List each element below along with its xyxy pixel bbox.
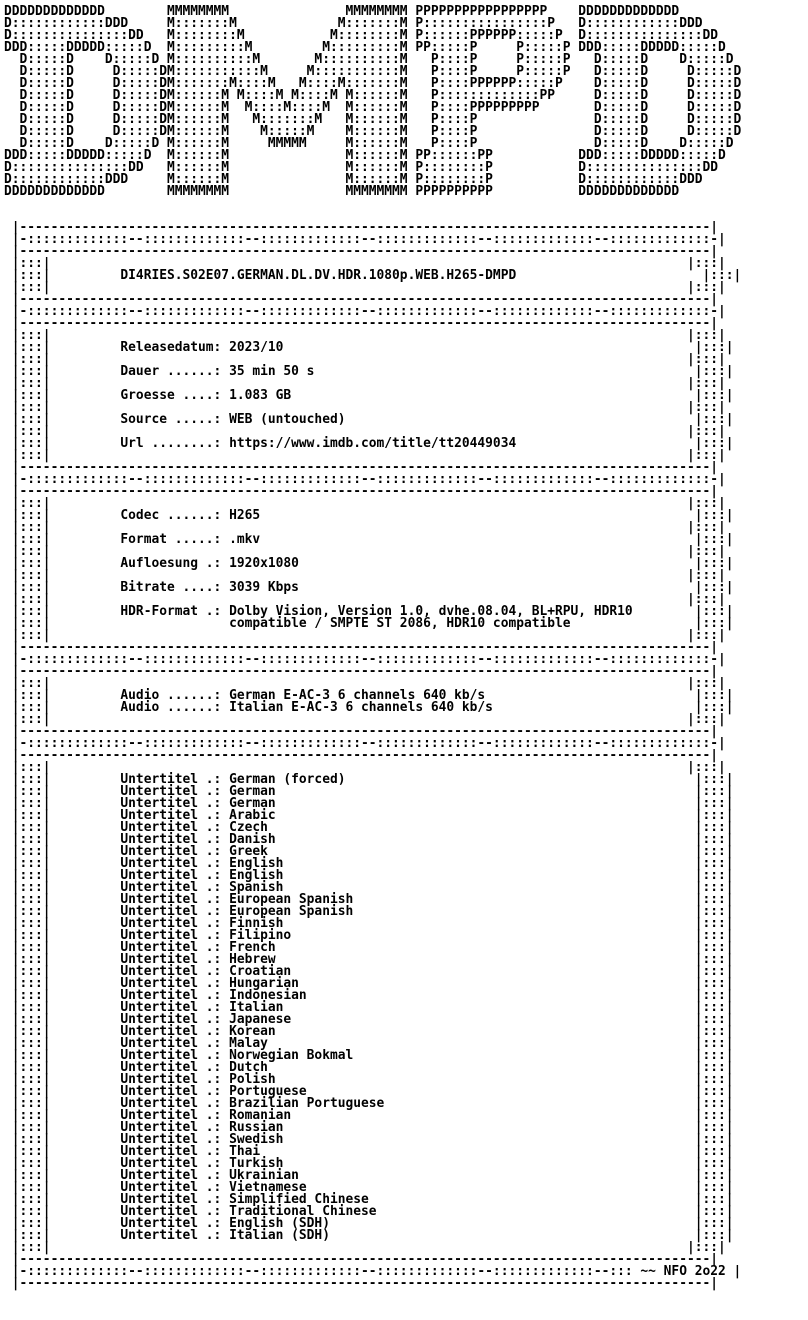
frame-rule-line: |-----------------------------------------------------------------------------------------| xyxy=(4,1276,718,1291)
subtitle-info-line: |:::| Untertitel .: Simplified Chinese |:::| xyxy=(4,1192,734,1207)
frame-rule-line: |-----------------------------------------------------------------------------------------| xyxy=(4,1252,718,1267)
subtitle-info-line: |:::| Untertitel .: Japanese |:::| xyxy=(4,1012,734,1027)
general-info-line: |:::| Groesse ....: 1.083 GB |:::| xyxy=(4,388,734,403)
frame-side-line: |:::| |:::| xyxy=(4,352,726,367)
subtitle-info-line: |:::| Untertitel .: Brazilian Portuguese |:::| xyxy=(4,1096,734,1111)
frame-side-line: |:::| |:::| xyxy=(4,400,726,415)
ascii-logo-line: D:::::D D:::::DM::::::M M:::::M M::::::M P::::P D:::::D D:::::D xyxy=(4,124,742,139)
frame-side-line: |:::| |:::| xyxy=(4,448,726,463)
ascii-logo-line: D:::::::::::::::DD M::::::M M::::::M P::::::::P D:::::::::::::::DD xyxy=(4,160,718,175)
ascii-logo-line: DDD:::::DDDDD:::::D M::::::M M::::::M PP::::::PP DDD:::::DDDDD:::::D xyxy=(4,148,726,163)
frame-rule-line: |-----------------------------------------------------------------------------------------| xyxy=(4,244,718,259)
video-info-line: |:::| HDR-Format .: Dolby Vision, Version 1.0, dvhe.08.04, BL+RPU, HDR10 |:::| xyxy=(4,604,734,619)
subtitle-info-line: |:::| Untertitel .: Norwegian Bokmal |:::| xyxy=(4,1048,734,1063)
spacer-line xyxy=(4,198,741,210)
video-info-line: |:::| Aufloesung .: 1920x1080 |:::| xyxy=(4,556,734,571)
video-info-line: |:::| compatible / SMPTE ST 2086, HDR10 compatible |:::| xyxy=(4,616,734,631)
frame-side-line: |:::| |:::| xyxy=(4,256,726,271)
section-divider-line: |-:::::::::::::--:::::::::::::--:::::::::::::--:::::::::::::--:::::::::::::--:::::::::::::-| xyxy=(4,304,726,319)
subtitle-info-line: |:::| Untertitel .: Croatian |:::| xyxy=(4,964,734,979)
frame-side-line: |:::| |:::| xyxy=(4,520,726,535)
frame-side-line: |:::| |:::| xyxy=(4,712,726,727)
subtitle-info-line: |:::| Untertitel .: Hungarian |:::| xyxy=(4,976,734,991)
ascii-logo-line: D:::::D D:::::DM::::::M M::::M M::::M M::::::M P:::::::::::::PP D:::::D D:::::D xyxy=(4,88,742,103)
subtitle-info-line: |:::| Untertitel .: Turkish |:::| xyxy=(4,1156,734,1171)
general-info-line: |:::| Dauer ......: 35 min 50 s |:::| xyxy=(4,364,734,379)
nfo-document xyxy=(4,6,741,1290)
subtitle-info-line: |:::| Untertitel .: Malay |:::| xyxy=(4,1036,734,1051)
frame-side-line: |:::| |:::| xyxy=(4,496,726,511)
ascii-logo-line: D:::::D D:::::DM::::::M M::::M::::M M::::::M P::::PPPPPPPPP D:::::D D:::::D xyxy=(4,100,742,115)
subtitle-info-line: |:::| Untertitel .: Korean |:::| xyxy=(4,1024,734,1039)
general-info-line: |:::| Source .....: WEB (untouched) |:::| xyxy=(4,412,734,427)
ascii-logo-line: DDD:::::DDDDD:::::D M:::::::::M M:::::::::M PP:::::P P:::::P DDD:::::DDDDD:::::D xyxy=(4,40,726,55)
subtitle-info-line: |:::| Untertitel .: Filipino |:::| xyxy=(4,928,734,943)
frame-side-line: |:::| |:::| xyxy=(4,760,726,775)
frame-side-line: |:::| |:::| xyxy=(4,280,726,295)
audio-info-line: |:::| Audio ......: Italian E-AC-3 6 channels 640 kb/s |:::| xyxy=(4,700,734,715)
frame-side-line: |:::| |:::| xyxy=(4,1240,726,1255)
frame-rule-line: |-----------------------------------------------------------------------------------------| xyxy=(4,748,718,763)
general-info-line: |:::| Url ........: https://www.imdb.com/title/tt20449034 |:::| xyxy=(4,436,734,451)
subtitle-info-line: |:::| Untertitel .: Czech |:::| xyxy=(4,820,734,835)
frame-rule-line: |-----------------------------------------------------------------------------------------| xyxy=(4,316,718,331)
subtitle-info-line: |:::| Untertitel .: English (SDH) |:::| xyxy=(4,1216,734,1231)
subtitle-info-line: |:::| Untertitel .: Russian |:::| xyxy=(4,1120,734,1135)
subtitle-info-line: |:::| Untertitel .: Vietnamese |:::| xyxy=(4,1180,734,1195)
subtitle-info-line: |:::| Untertitel .: European Spanish |:::| xyxy=(4,904,734,919)
subtitle-info-line: |:::| Untertitel .: French |:::| xyxy=(4,940,734,955)
frame-side-line: |:::| |:::| xyxy=(4,328,726,343)
video-info-line: |:::| Format .....: .mkv |:::| xyxy=(4,532,734,547)
frame-side-line: |:::| |:::| xyxy=(4,544,726,559)
ascii-logo-line: D::::::::::::DDD M::::::M M::::::M P::::::::P D::::::::::::DDD xyxy=(4,172,703,187)
subtitle-info-line: |:::| Untertitel .: German (forced) |:::| xyxy=(4,772,734,787)
section-divider-line: |-:::::::::::::--:::::::::::::--:::::::::::::--:::::::::::::--:::::::::::::--:::::::::::::-| xyxy=(4,232,726,247)
subtitle-info-line: |:::| Untertitel .: German |:::| xyxy=(4,796,734,811)
subtitle-info-line: |:::| Untertitel .: Italian (SDH) |:::| xyxy=(4,1228,734,1243)
section-divider-line: |-:::::::::::::--:::::::::::::--:::::::::::::--:::::::::::::--:::::::::::::--:::::::::::::-| xyxy=(4,472,726,487)
subtitle-info-line: |:::| Untertitel .: Italian |:::| xyxy=(4,1000,734,1015)
ascii-logo-line: D:::::D D:::::D M::::::::::M M::::::::::M P::::P P:::::P D:::::D D:::::D xyxy=(4,52,734,67)
frame-side-line: |:::| |:::| xyxy=(4,376,726,391)
frame-rule-line: |-----------------------------------------------------------------------------------------| xyxy=(4,640,718,655)
subtitle-info-line: |:::| Untertitel .: German |:::| xyxy=(4,784,734,799)
audio-info-line: |:::| Audio ......: German E-AC-3 6 channels 640 kb/s |:::| xyxy=(4,688,734,703)
ascii-logo-line: D:::::D D:::::DM:::::::M::::M M::::M:::::::M P::::PPPPPP:::::P D:::::D D:::::D xyxy=(4,76,742,91)
frame-side-line: |:::| |:::| xyxy=(4,424,726,439)
ascii-logo-line: D:::::D D:::::D M::::::M MMMMM M::::::M P::::P D:::::D D:::::D xyxy=(4,136,734,151)
frame-side-line: |:::| |:::| xyxy=(4,628,726,643)
subtitle-info-line: |:::| Untertitel .: Danish |:::| xyxy=(4,832,734,847)
video-info-line: |:::| Codec ......: H265 |:::| xyxy=(4,508,734,523)
subtitle-info-line: |:::| Untertitel .: English |:::| xyxy=(4,868,734,883)
subtitle-info-line: |:::| Untertitel .: Spanish |:::| xyxy=(4,880,734,895)
subtitle-info-line: |:::| Untertitel .: Thai |:::| xyxy=(4,1144,734,1159)
release-name-line: |:::| DI4RIES.S02E07.GERMAN.DL.DV.HDR.1080p.WEB.H265-DMPD |:::| xyxy=(4,268,742,283)
frame-rule-line: |-----------------------------------------------------------------------------------------| xyxy=(4,460,718,475)
ascii-logo-line: D:::::::::::::::DD M::::::::M M::::::::M P::::::PPPPPP:::::P D:::::::::::::::DD xyxy=(4,28,718,43)
subtitle-info-line: |:::| Untertitel .: English |:::| xyxy=(4,856,734,871)
ascii-logo-line: D:::::D D:::::DM::::::M M:::::::M M::::::M P::::P D:::::D D:::::D xyxy=(4,112,742,127)
subtitle-info-line: |:::| Untertitel .: Greek |:::| xyxy=(4,844,734,859)
subtitle-info-line: |:::| Untertitel .: Ukrainian |:::| xyxy=(4,1168,734,1183)
subtitle-info-line: |:::| Untertitel .: Romanian |:::| xyxy=(4,1108,734,1123)
subtitle-info-line: |:::| Untertitel .: Swedish |:::| xyxy=(4,1132,734,1147)
frame-side-line: |:::| |:::| xyxy=(4,592,726,607)
footer-line: |-:::::::::::::--:::::::::::::--:::::::::::::--:::::::::::::--:::::::::::::--::: ~~ NFO 2o22 | xyxy=(4,1264,742,1279)
ascii-logo-line: D:::::D D:::::DM:::::::::::M M:::::::::::M P::::P P:::::P D:::::D D:::::D xyxy=(4,64,742,79)
subtitle-info-line: |:::| Untertitel .: Finnish |:::| xyxy=(4,916,734,931)
subtitle-info-line: |:::| Untertitel .: Indonesian |:::| xyxy=(4,988,734,1003)
ascii-logo-line: D::::::::::::DDD M:::::::M M:::::::M P::::::::::::::::P D::::::::::::DDD xyxy=(4,16,703,31)
subtitle-info-line: |:::| Untertitel .: European Spanish |:::| xyxy=(4,892,734,907)
section-divider-line: |-:::::::::::::--:::::::::::::--:::::::::::::--:::::::::::::--:::::::::::::--:::::::::::::-| xyxy=(4,652,726,667)
subtitle-info-line: |:::| Untertitel .: Dutch |:::| xyxy=(4,1060,734,1075)
subtitle-info-line: |:::| Untertitel .: Portuguese |:::| xyxy=(4,1084,734,1099)
frame-side-line: |:::| |:::| xyxy=(4,568,726,583)
general-info-line: |:::| Releasedatum: 2023/10 |:::| xyxy=(4,340,734,355)
frame-rule-line: |-----------------------------------------------------------------------------------------| xyxy=(4,484,718,499)
subtitle-info-line: |:::| Untertitel .: Traditional Chinese |:::| xyxy=(4,1204,734,1219)
section-divider-line: |-:::::::::::::--:::::::::::::--:::::::::::::--:::::::::::::--:::::::::::::--:::::::::::::-| xyxy=(4,736,726,751)
frame-rule-line: |-----------------------------------------------------------------------------------------| xyxy=(4,220,718,235)
subtitle-info-line: |:::| Untertitel .: Arabic |:::| xyxy=(4,808,734,823)
frame-rule-line: |-----------------------------------------------------------------------------------------| xyxy=(4,664,718,679)
subtitle-info-line: |:::| Untertitel .: Polish |:::| xyxy=(4,1072,734,1087)
frame-rule-line: |-----------------------------------------------------------------------------------------| xyxy=(4,292,718,307)
frame-rule-line: |-----------------------------------------------------------------------------------------| xyxy=(4,724,718,739)
video-info-line: |:::| Bitrate ....: 3039 Kbps |:::| xyxy=(4,580,734,595)
ascii-logo-line: DDDDDDDDDDDDD MMMMMMMM MMMMMMMM PPPPPPPPPP DDDDDDDDDDDDD xyxy=(4,184,680,199)
ascii-logo-line: DDDDDDDDDDDDD MMMMMMMM MMMMMMMM PPPPPPPPPPPPPPPPP DDDDDDDDDDDDD xyxy=(4,4,680,19)
frame-side-line: |:::| |:::| xyxy=(4,676,726,691)
subtitle-info-line: |:::| Untertitel .: Hebrew |:::| xyxy=(4,952,734,967)
